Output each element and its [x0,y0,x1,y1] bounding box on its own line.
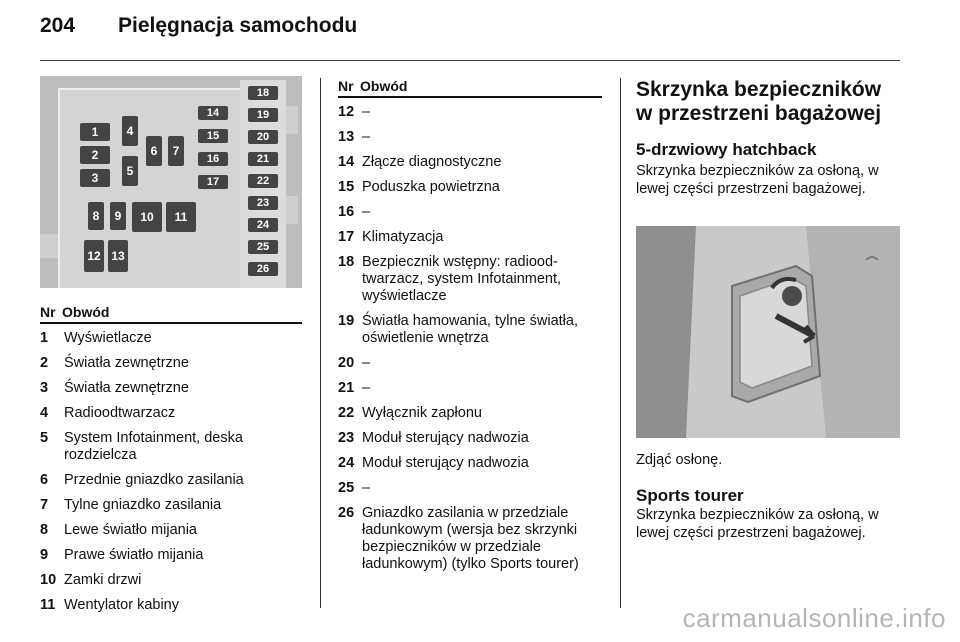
fuse-12: 12 [84,240,104,272]
table-row: 19 Światła hamowania, tylne światła, oświetlenie wnętrza [338,313,578,346]
table-row: 26 Gniazdko zasilania w przedziale ładunkowym (wersja bez skrzynki bezpieczników w przedziale ładunkowym) (tylko Sports tourer) [338,505,579,572]
table-row: 14 Złącze diagnostyczne [338,154,502,170]
table-row: 21 – [338,380,371,396]
table-row: 1 Wyświetlacze [40,330,152,346]
table-row: 13 – [338,129,371,145]
table-row: 3 Światła zewnętrzne [40,380,189,396]
fuse-3: 3 [80,169,110,187]
fuse-10: 10 [132,202,162,232]
fuse-23: 23 [248,196,278,210]
mount-tab [286,196,298,224]
table-header [40,304,302,322]
header-divider [40,60,900,61]
fuse-13: 13 [108,240,128,272]
fuse-8: 8 [88,202,104,230]
fuse-11: 11 [166,202,196,232]
mount-tab [286,106,298,134]
fuse-16: 16 [198,152,228,166]
table-row: 8 Lewe światło mijania [40,522,197,538]
fuse-15: 15 [198,129,228,143]
table-row: 4 Radioodtwarzacz [40,405,176,421]
fuse-box-diagram [40,76,302,288]
trunk-cover-photo [636,226,900,438]
header-nr: Nr [40,304,56,320]
table-header [338,78,602,96]
column-divider-1 [320,78,321,608]
table-header-rule [338,96,602,98]
table-row: 22 Wyłącznik zapłonu [338,405,482,421]
fuse-table-1 [40,304,302,622]
table-row: 15 Poduszka powietrzna [338,179,500,195]
fuse-table-2 [338,78,602,581]
column-divider-2 [620,78,621,608]
fuse-19: 19 [248,108,278,122]
page-number: 204 [40,14,76,37]
fuse-4: 4 [122,116,138,146]
table-row: 16 – [338,204,371,220]
trunk-illustration [636,226,900,438]
table-row: 7 Tylne gniazdko zasilania [40,497,222,513]
fuse-21: 21 [248,152,278,166]
fuse-17: 17 [198,175,228,189]
paragraph-hatchback: Skrzynka bezpieczników za osłoną, w lewej części przestrzeni bagażowej. [636,163,879,197]
fuse-24: 24 [248,218,278,232]
header-obwod: Obwód [360,78,408,94]
table-row: 6 Przednie gniazdko zasilania [40,472,244,488]
table-row: 9 Prawe światło mijania [40,547,204,563]
subheading-hatchback: 5-drzwiowy hatchback [636,140,817,159]
table-row: 25 – [338,480,371,496]
mount-tab [40,234,58,258]
fuse-14: 14 [198,106,228,120]
header-nr: Nr [338,78,354,94]
table-row: 24 Moduł sterujący nadwozia [338,455,529,471]
fuse-9: 9 [110,202,126,230]
table-row: 5 System Infotainment, deska rozdzielcza [40,430,243,463]
table-row: 18 Bezpiecznik wstępny: radioodtwarzacz, system Infotainment, wyświetlacze [338,254,562,304]
table-row: 17 Klimatyzacja [338,229,444,245]
table-row: 10 Zamki drzwi [40,572,142,588]
table-row: 20 – [338,355,371,371]
subheading-sports-tourer: Sports tourer [636,486,744,505]
fuse-25: 25 [248,240,278,254]
fuse-6: 6 [146,136,162,166]
table-row: 23 Moduł sterujący nadwozia [338,430,529,446]
fuse-22: 22 [248,174,278,188]
section-title: Skrzynka bezpieczników w przestrzeni bagażowej [636,78,882,125]
paragraph-sports-tourer: Skrzynka bezpieczników za osłoną, w lewej części przestrzeni bagażowej. [636,507,879,541]
header-obwod: Obwód [62,304,110,320]
watermark: carmanualsonline.info [682,603,946,633]
fuse-2: 2 [80,146,110,164]
table-row: 2 Światła zewnętrzne [40,355,189,371]
table-row: 11 Wentylator kabiny [40,597,179,613]
chapter-title: Pielęgnacja samochodu [118,14,358,37]
fuse-7: 7 [168,136,184,166]
fuse-1: 1 [80,123,110,141]
fuse-20: 20 [248,130,278,144]
fuse-5: 5 [122,156,138,186]
table-header-rule [40,322,302,324]
fuse-18: 18 [248,86,278,100]
fuse-26: 26 [248,262,278,276]
photo-caption: Zdjąć osłonę. [636,452,723,468]
table-row: 12 – [338,104,371,120]
